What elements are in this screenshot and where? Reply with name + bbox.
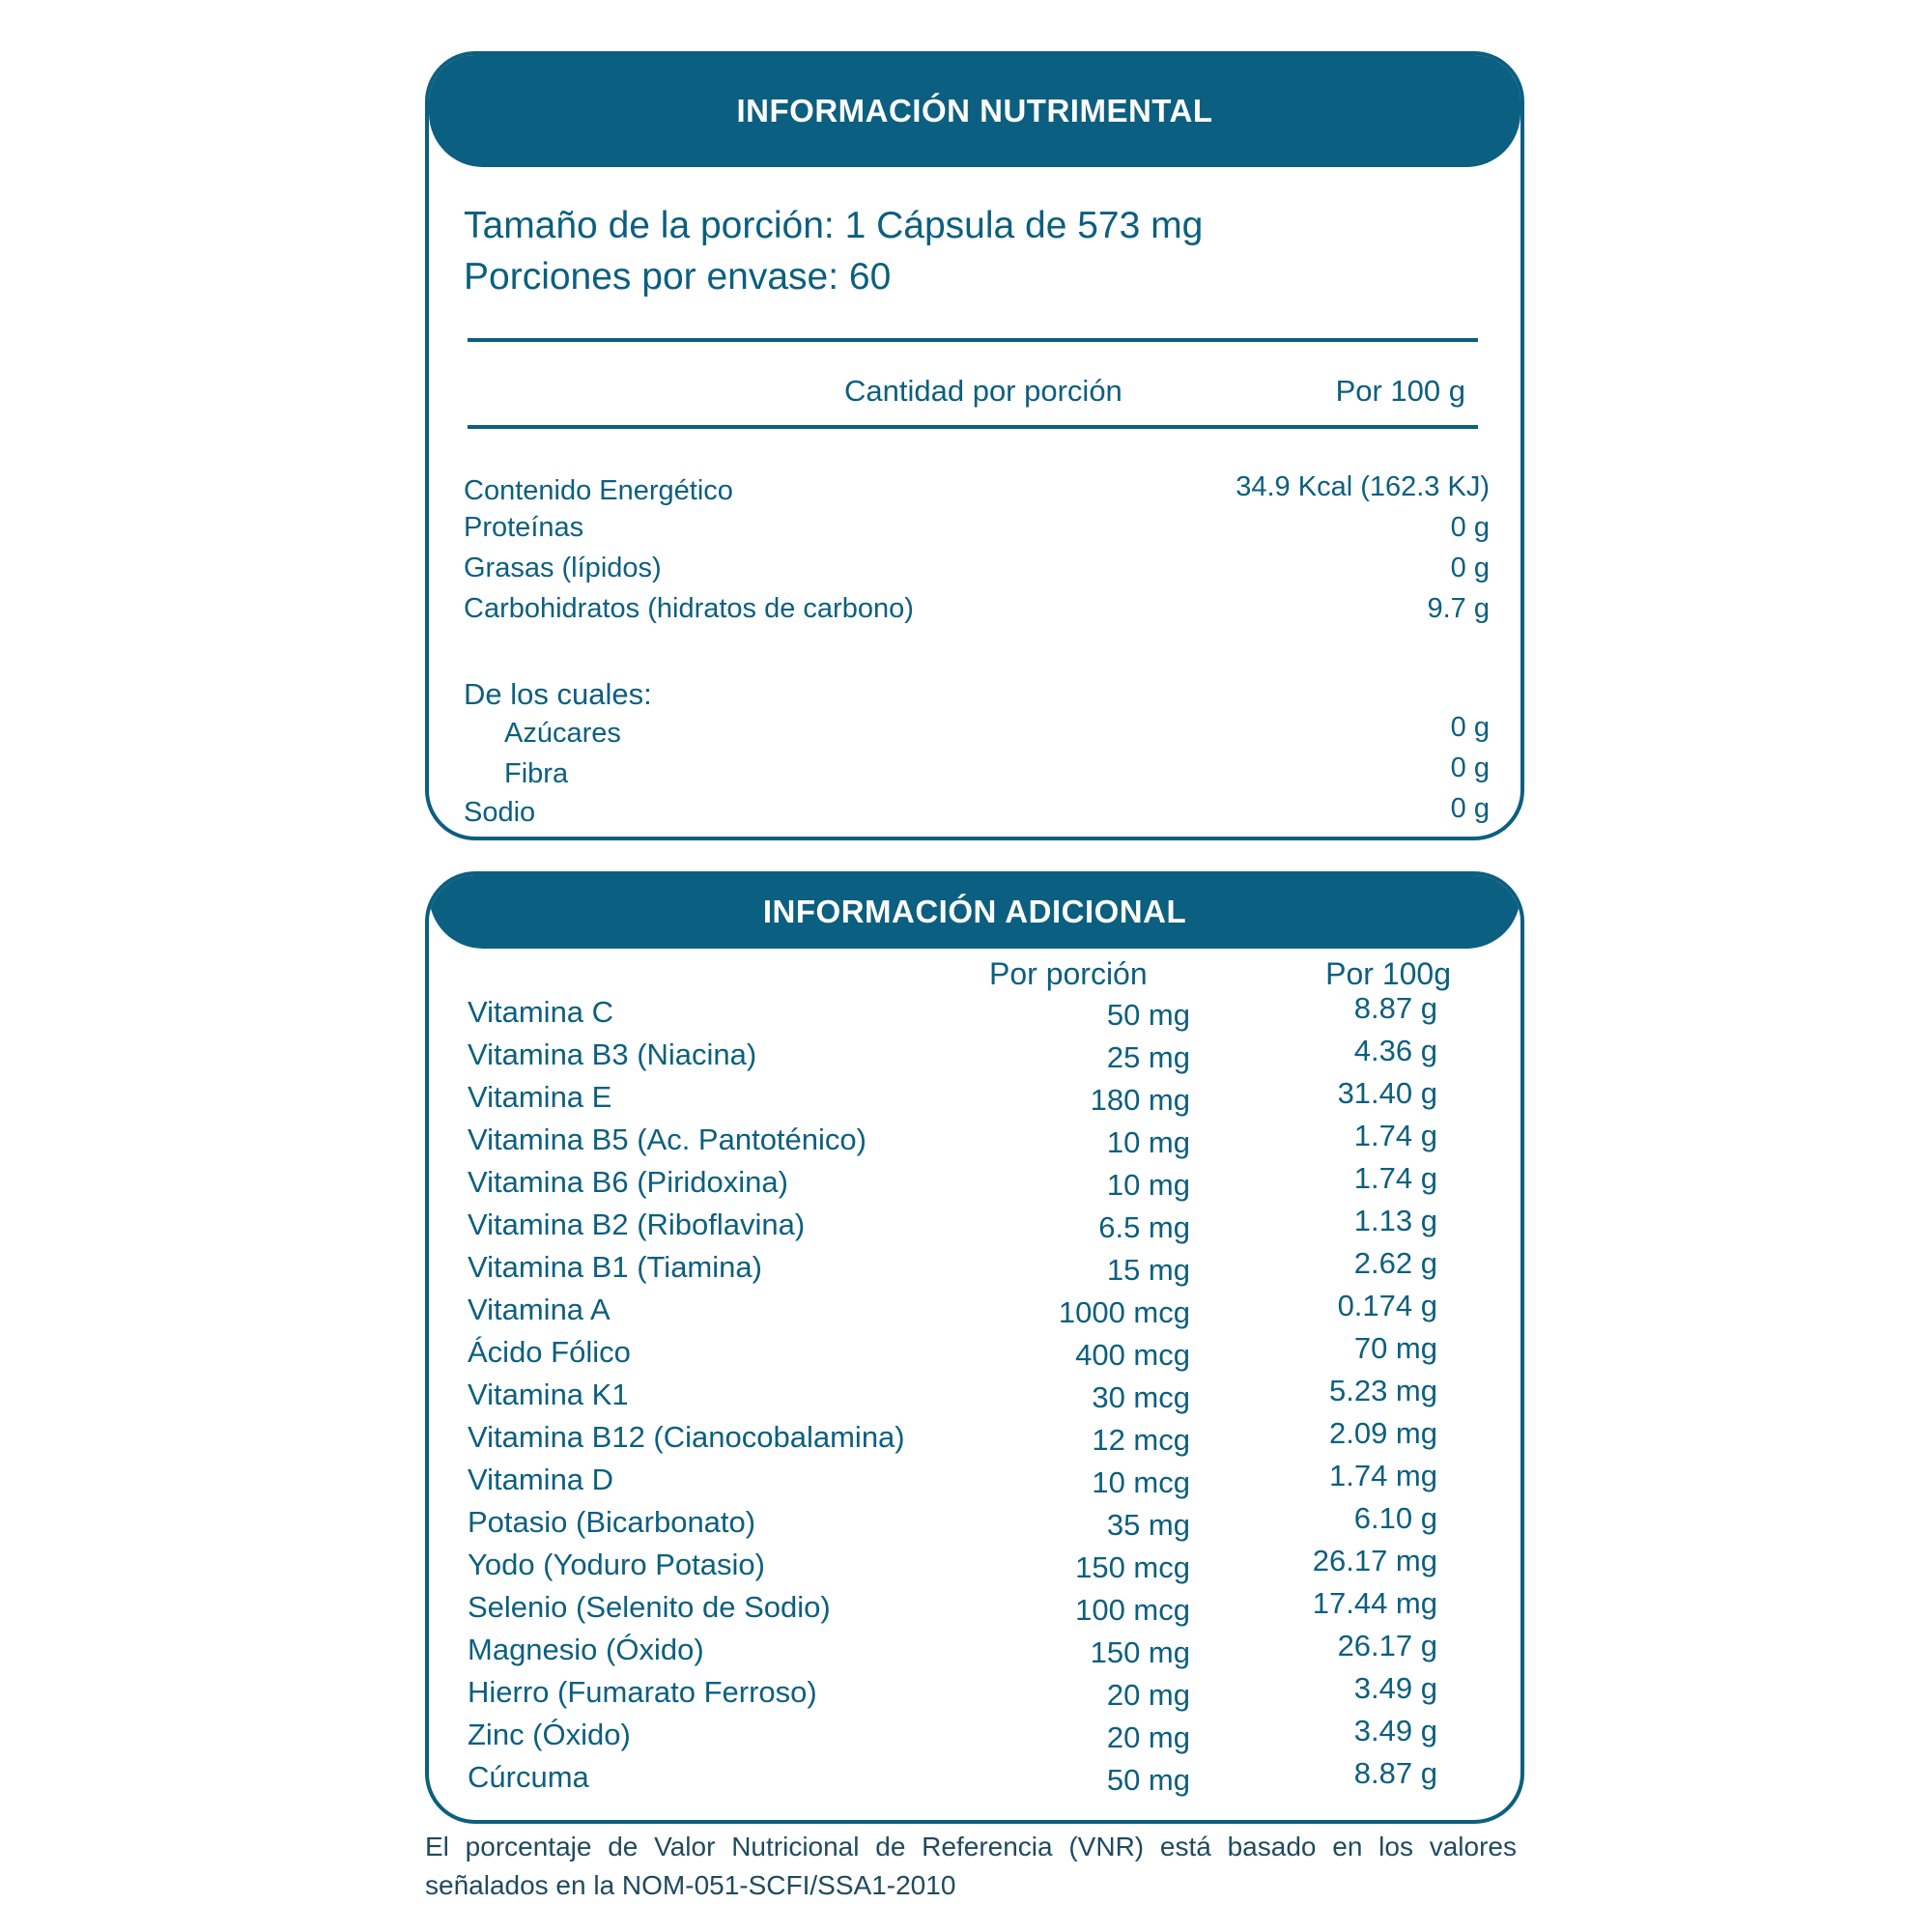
nutrient-subrow <box>464 712 1490 751</box>
row-per-serving: 1000 mcg <box>1058 1295 1190 1329</box>
row-per-100g: 8.87 g <box>1353 1756 1437 1790</box>
row-label: Selenio (Selenito de Sodio) <box>468 1590 831 1624</box>
nutrient-row <box>464 471 1490 510</box>
row-per-100g: 26.17 mg <box>1312 1544 1437 1577</box>
row-per-100g: 5.23 mg <box>1328 1374 1437 1407</box>
row-per-100g: 1.74 g <box>1353 1161 1437 1195</box>
divider-top <box>468 338 1478 342</box>
row-label: Vitamina C <box>468 995 614 1029</box>
servings-per-container: Porciones por envase: 60 <box>464 256 892 298</box>
row-per-serving: 35 mg <box>1106 1508 1190 1542</box>
row-per-serving: 10 mcg <box>1092 1465 1190 1499</box>
table-row <box>468 1671 1472 1714</box>
row-per-serving: 15 mg <box>1106 1253 1190 1287</box>
table-row <box>468 1076 1472 1119</box>
table-row <box>468 1204 1472 1246</box>
row-label: Magnesio (Óxido) <box>468 1633 704 1666</box>
col-per-serving: Por porción <box>989 956 1148 991</box>
row-label: Vitamina B3 (Niacina) <box>468 1037 757 1071</box>
row-label: Vitamina B6 (Piridoxina) <box>468 1165 788 1199</box>
table-row <box>468 1544 1472 1586</box>
row-per-serving: 50 mg <box>1106 1763 1190 1797</box>
table-row <box>468 1289 1472 1331</box>
nutrient-label: Carbohidratos (hidratos de carbono) <box>464 593 914 624</box>
row-per-100g: 70 mg <box>1353 1331 1437 1365</box>
row-label: Vitamina B12 (Cianocobalamina) <box>468 1420 905 1454</box>
row-per-100g: 26.17 g <box>1337 1629 1437 1662</box>
row-per-100g: 2.09 mg <box>1328 1416 1437 1450</box>
nutrition-panel <box>425 51 1524 840</box>
nutrient-row <box>464 553 1490 591</box>
nutrient-row <box>464 793 1490 832</box>
nutrient-label: Sodio <box>464 797 536 828</box>
row-label: Cúrcuma <box>468 1760 589 1794</box>
row-per-serving: 30 mcg <box>1092 1380 1190 1414</box>
row-label: Vitamina B2 (Riboflavina) <box>468 1208 806 1241</box>
row-label: Potasio (Bicarbonato) <box>468 1505 756 1539</box>
row-label: Hierro (Fumarato Ferroso) <box>468 1675 817 1709</box>
row-label: Vitamina K1 <box>468 1378 629 1411</box>
row-per-serving: 50 mg <box>1106 998 1190 1032</box>
nutrient-subrow <box>464 753 1490 791</box>
footnote: El porcentaje de Valor Nutricional de Referencia (VNR) está basado en los valores señalados en la NOM-051-SCFI/SSA1-2010 <box>425 1832 1517 1900</box>
additional-title: INFORMACIÓN ADICIONAL <box>429 875 1520 949</box>
col-per-100g: Por 100 g <box>1335 374 1465 408</box>
table-row <box>468 1416 1472 1459</box>
row-label: Vitamina D <box>468 1463 614 1496</box>
row-label: Vitamina B5 (Ac. Pantoténico) <box>468 1122 867 1156</box>
row-per-serving: 100 mcg <box>1075 1593 1190 1627</box>
nutrient-label: Azúcares <box>504 718 621 749</box>
row-per-serving: 12 mcg <box>1092 1423 1190 1457</box>
row-per-serving: 20 mg <box>1106 1720 1190 1754</box>
row-label: Vitamina B1 (Tiamina) <box>468 1250 762 1284</box>
nutrient-value: 0 g <box>1450 753 1490 783</box>
row-per-serving: 6.5 mg <box>1098 1210 1190 1244</box>
table-row <box>468 1246 1472 1289</box>
table-row <box>468 1586 1472 1629</box>
nutrient-value: 0 g <box>1450 793 1490 824</box>
table-row <box>468 1501 1472 1544</box>
nutrition-title: INFORMACIÓN NUTRIMENTAL <box>429 55 1520 167</box>
nutrient-label: Proteínas <box>464 512 584 543</box>
row-per-serving: 10 mg <box>1106 1168 1190 1202</box>
row-per-100g: 8.87 g <box>1353 991 1437 1025</box>
divider-bottom <box>468 425 1478 429</box>
row-per-100g: 3.49 g <box>1353 1714 1437 1747</box>
table-row <box>468 1034 1472 1076</box>
serving-size: Tamaño de la porción: 1 Cápsula de 573 mg <box>464 205 1204 246</box>
table-row <box>468 1756 1472 1799</box>
row-label: Vitamina A <box>468 1293 611 1326</box>
row-per-100g: 17.44 mg <box>1312 1586 1437 1620</box>
row-per-100g: 1.74 g <box>1353 1119 1437 1152</box>
row-per-serving: 10 mg <box>1106 1125 1190 1159</box>
row-per-serving: 180 mg <box>1090 1083 1190 1117</box>
nutrient-label: Fibra <box>504 758 569 789</box>
nutrient-value: 0 g <box>1450 512 1490 543</box>
nutrient-label: Contenido Energético <box>464 475 733 506</box>
row-per-100g: 0.174 g <box>1337 1289 1437 1322</box>
row-per-serving: 150 mcg <box>1075 1550 1190 1584</box>
table-row <box>468 1374 1472 1416</box>
row-per-serving: 20 mg <box>1106 1678 1190 1712</box>
nutrient-value: 0 g <box>1450 553 1490 583</box>
nutrient-value: 0 g <box>1450 712 1490 743</box>
nutrient-row <box>464 512 1490 551</box>
table-row <box>468 1331 1472 1374</box>
row-per-100g: 1.13 g <box>1353 1204 1437 1237</box>
table-row <box>468 991 1472 1034</box>
row-label: Zinc (Óxido) <box>468 1718 631 1751</box>
additional-panel <box>425 871 1524 1824</box>
nutrient-row <box>464 593 1490 632</box>
row-label: Ácido Fólico <box>468 1335 631 1369</box>
table-row <box>468 1119 1472 1161</box>
row-per-100g: 3.49 g <box>1353 1671 1437 1705</box>
col-per-serving: Cantidad por porción <box>844 374 1122 408</box>
table-row <box>468 1629 1472 1671</box>
row-per-100g: 1.74 mg <box>1328 1459 1437 1492</box>
table-row <box>468 1161 1472 1204</box>
nutrient-value: 9.7 g <box>1427 593 1490 624</box>
row-label: Vitamina E <box>468 1080 612 1114</box>
row-per-100g: 6.10 g <box>1353 1501 1437 1535</box>
table-row <box>468 1459 1472 1501</box>
col-per-100g: Por 100g <box>1325 956 1451 991</box>
of-which-heading: De los cuales: <box>464 677 652 711</box>
row-per-100g: 4.36 g <box>1353 1034 1437 1067</box>
row-per-100g: 31.40 g <box>1337 1076 1437 1110</box>
row-per-serving: 400 mcg <box>1075 1338 1190 1372</box>
nutrient-label: Grasas (lípidos) <box>464 553 662 583</box>
row-per-serving: 150 mg <box>1090 1635 1190 1669</box>
row-per-serving: 25 mg <box>1106 1040 1190 1074</box>
table-row <box>468 1714 1472 1756</box>
row-per-100g: 2.62 g <box>1353 1246 1437 1280</box>
nutrient-value: 34.9 Kcal (162.3 KJ) <box>1236 471 1490 502</box>
row-label: Yodo (Yoduro Potasio) <box>468 1548 765 1581</box>
